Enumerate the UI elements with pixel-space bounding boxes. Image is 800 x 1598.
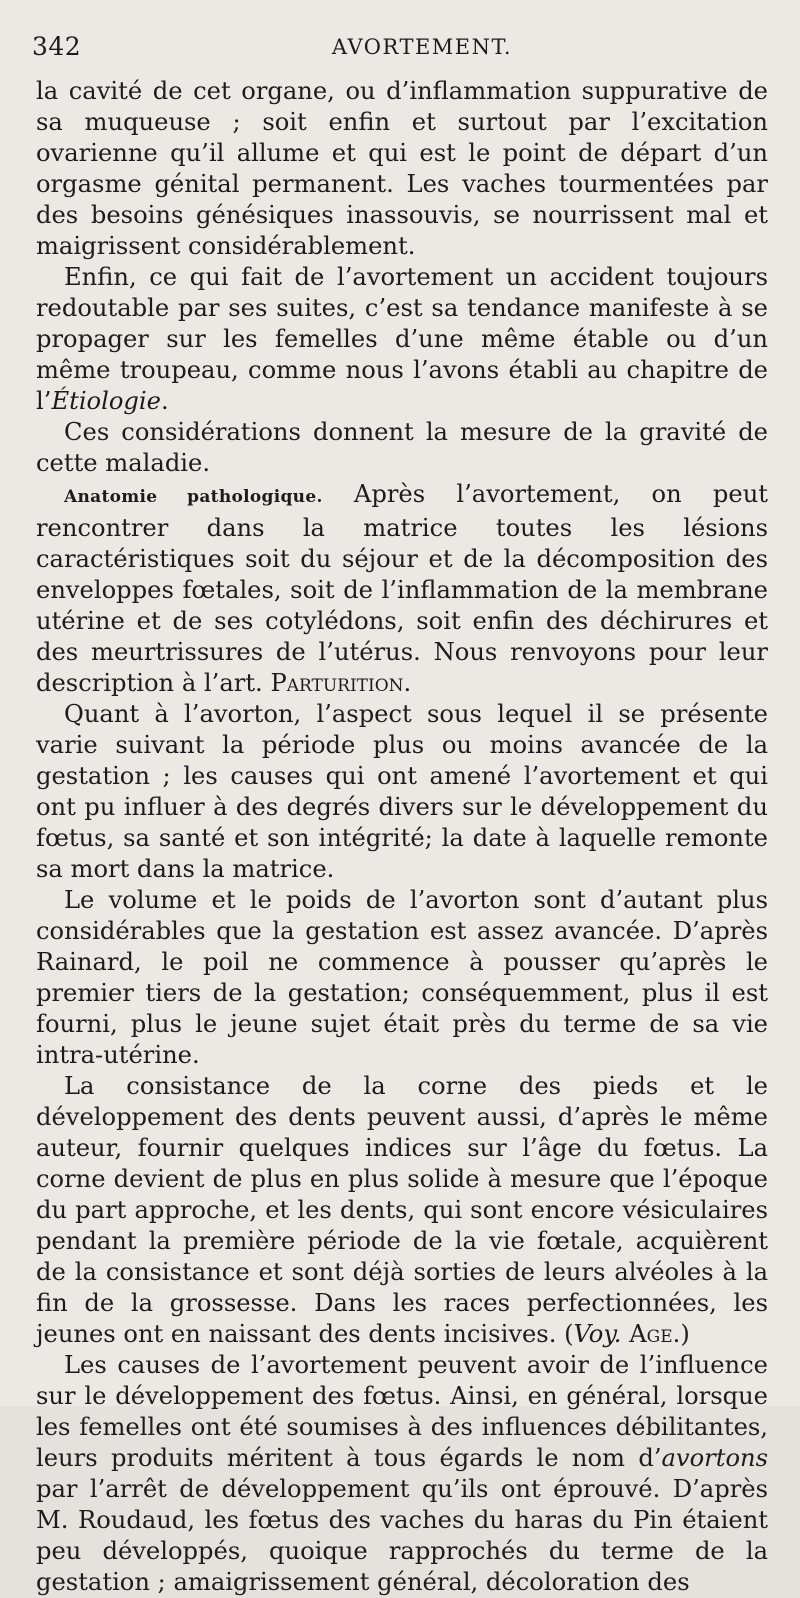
running-head: AVORTEMENT. xyxy=(331,35,513,59)
italic-term: Étiologie xyxy=(51,387,161,415)
paragraph-text: Quant à l’avorton, l’aspect sous lequel il se présente varie suivant la période plus ou moins avancée de la gestation ; les causes qui ont amené l’avortement et qui ont pu influer à des degrés divers sur le développement du fœtus, sa santé et son intégrité; la date à laquelle remonte sa mort dans la matrice. xyxy=(36,700,768,883)
paragraph-text: la cavité de cet organe, ou d’inflammation suppurative de sa muqueuse ; soit enfin et surtout par l’excitation ovarienne qu’il allume et qui est le point de départ d’un orgasme génital permanent. Les vaches tourmentées par des besoins génésiques inassouvis, se nourrissent mal et maigrissent considérablement. xyxy=(36,77,768,260)
section-heading: Anatomie pathologique. xyxy=(64,487,323,507)
paragraph-text: . xyxy=(403,669,412,697)
paragraph-text: La consistance de la corne des pieds et le développement des dents peuvent aussi, d’après le même auteur, fournir quelques indices sur l’âge du fœtus. La corne devient de plus en plus solide à mesure que l’époque du part approche, et les dents, qui sont encore vésiculaires pendant la première période de la vie fœtale, acquièrent de la consistance et sont déjà sorties de leurs alvéoles à la fin de la grossesse. Dans les races perfectionnées, les jeunes ont en naissant des dents incisives. ( xyxy=(36,1072,768,1348)
paragraph-text: Enfin, ce qui fait de l’avortement un accident toujours redoutable par ses suites, c’est sa tendance manifeste à se propager sur les femelles d’une même étable ou d’un même troupeau, comme nous l’avons établi au chapitre de l’ xyxy=(36,263,768,415)
italic-term: avortons xyxy=(661,1444,768,1472)
paragraph xyxy=(36,262,768,417)
paragraph-text: Les causes de l’avortement peuvent avoir de l’influence sur le développement des fœtus. Ainsi, en général, lorsque les femelles ont été soumises à des influences débilitantes, leurs produits méritent à tous égards le nom d’ xyxy=(36,1351,768,1472)
paragraph xyxy=(36,885,768,1071)
paragraph xyxy=(36,1071,768,1350)
paragraph-text: Le volume et le poids de l’avorton sont d’autant plus considérables que la gestation est assez avancée. D’après Rainard, le poil ne commence à pousser qu’après le premier tiers de la gestation; conséquemment, plus il est fourni, plus le jeune sujet était près du terme de sa vie intra-utérine. xyxy=(36,886,768,1069)
paragraph xyxy=(36,1350,768,1598)
page-number: 342 xyxy=(32,32,82,61)
paragraph xyxy=(36,699,768,885)
paragraph-text: Après l’avortement, on peut rencontrer dans la matrice toutes les lésions caractéristiques soit du séjour et de la décomposition des enveloppes fœtales, soit de l’inflammation de la membrane utérine et de ses cotylédons, soit enfin des déchirures et des meurtrissures de l’utérus. Nous renvoyons pour leur description à l’art. xyxy=(36,480,768,697)
paragraph-text: Ces considérations donnent la mesure de la gravité de cette maladie. xyxy=(36,418,768,477)
paragraph-text: par l’arrêt de développement qu’ils ont éprouvé. D’après M. Roudaud, les fœtus des vaches du haras du Pin étaient peu développés, quoique rapprochés du terme de la gestation ; amaigrissement général, décoloration des xyxy=(36,1475,768,1596)
paragraph xyxy=(36,479,768,699)
cross-reference: Age xyxy=(629,1320,673,1348)
paragraph-text: . xyxy=(160,387,169,415)
paragraph xyxy=(36,76,768,262)
paragraph xyxy=(36,417,768,479)
paragraph-text: .) xyxy=(672,1320,690,1348)
italic-term: Voy. xyxy=(573,1320,622,1348)
body-text xyxy=(36,76,768,1598)
cross-reference: Parturition xyxy=(270,669,404,697)
page-header xyxy=(32,32,772,62)
